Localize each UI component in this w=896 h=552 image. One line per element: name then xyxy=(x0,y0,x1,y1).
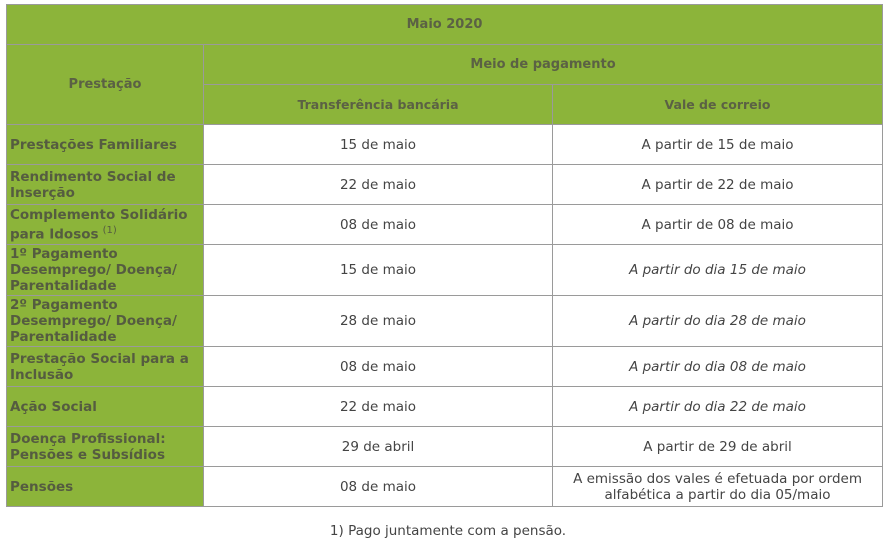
table-row xyxy=(7,296,883,347)
row-label-with-note xyxy=(7,205,204,245)
footnote-ref: (1) xyxy=(102,224,117,236)
table-title: Maio 2020 xyxy=(7,5,883,45)
footnote: 1) Pago juntamente com a pensão. xyxy=(329,523,567,539)
vale-date: A partir do dia 22 de maio xyxy=(553,387,883,427)
vale-date: A partir de 15 de maio xyxy=(553,125,883,165)
header-transferencia: Transferência bancária xyxy=(204,85,553,125)
vale-date: A emissão dos vales é efetuada por ordem alfabética a partir do dia 05/maio xyxy=(553,467,883,507)
row-label: Prestação Social para a Inclusão xyxy=(7,347,204,387)
transfer-date: 08 de maio xyxy=(204,347,553,387)
transfer-date: 08 de maio xyxy=(204,205,553,245)
transfer-date: 28 de maio xyxy=(204,296,553,347)
row-label: Complemento Solidário para Idosos xyxy=(10,206,188,243)
row-label: Rendimento Social de Inserção xyxy=(7,165,204,205)
header-vale: Vale de correio xyxy=(553,85,883,125)
vale-date: A partir de 08 de maio xyxy=(553,205,883,245)
table-row xyxy=(7,387,883,427)
table-row xyxy=(7,125,883,165)
row-label: 1º Pagamento Desemprego/ Doença/ Parentalidade xyxy=(7,245,204,296)
header-prestacao: Prestação xyxy=(7,45,204,125)
row-label: Ação Social xyxy=(7,387,204,427)
row-label: Doença Profissional: Pensões e Subsídios xyxy=(7,427,204,467)
table-row xyxy=(7,467,883,507)
row-label: Pensões xyxy=(7,467,204,507)
row-label: Prestações Familiares xyxy=(7,125,204,165)
table-row xyxy=(7,347,883,387)
vale-date: A partir do dia 15 de maio xyxy=(553,245,883,296)
vale-date: A partir do dia 08 de maio xyxy=(553,347,883,387)
table-row xyxy=(7,427,883,467)
transfer-date: 15 de maio xyxy=(204,125,553,165)
table-row xyxy=(7,205,883,245)
vale-date: A partir de 29 de abril xyxy=(553,427,883,467)
table-row xyxy=(7,245,883,296)
transfer-date: 15 de maio xyxy=(204,245,553,296)
transfer-date: 29 de abril xyxy=(204,427,553,467)
vale-date: A partir de 22 de maio xyxy=(553,165,883,205)
vale-date: A partir do dia 28 de maio xyxy=(553,296,883,347)
transfer-date: 22 de maio xyxy=(204,387,553,427)
table-row xyxy=(7,165,883,205)
header-meio-pagamento: Meio de pagamento xyxy=(204,45,883,85)
row-label: 2º Pagamento Desemprego/ Doença/ Parentalidade xyxy=(7,296,204,347)
transfer-date: 08 de maio xyxy=(204,467,553,507)
payment-schedule-table xyxy=(6,4,883,507)
transfer-date: 22 de maio xyxy=(204,165,553,205)
